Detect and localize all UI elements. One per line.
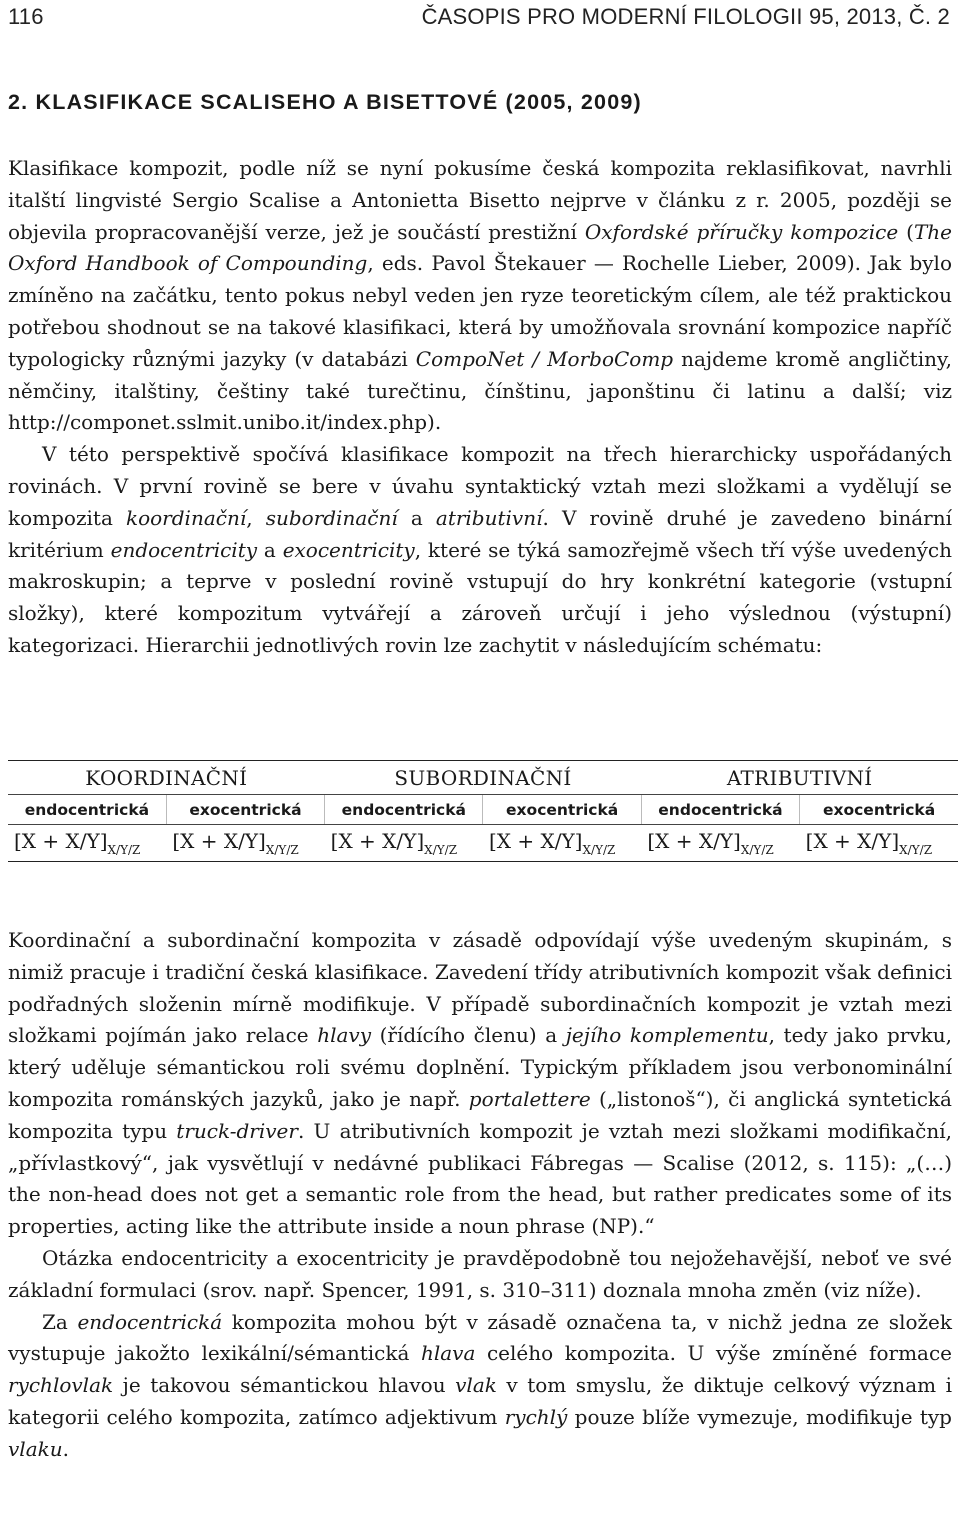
- italic-run: vlak: [455, 1373, 497, 1398]
- italic-run: rychlovlak: [8, 1373, 114, 1398]
- formula-base: [X + X/Y]: [805, 829, 900, 853]
- scheme-category-cell: SUBORDINAČNÍ: [325, 761, 642, 795]
- section-heading: 2. KLASIFIKACE SCALISEHO A BISETTOVÉ (2005, 2009): [8, 90, 642, 114]
- scheme-type-cell: exocentrická: [800, 795, 958, 825]
- scheme-type-row: [8, 795, 958, 825]
- italic-run: hlavy: [317, 1023, 372, 1048]
- formula-base: [X + X/Y]: [330, 829, 425, 853]
- body-block-1: [8, 153, 952, 662]
- formula-base: [X + X/Y]: [14, 829, 108, 853]
- italic-run: koordinační: [125, 505, 247, 530]
- scheme-type-cell: exocentrická: [166, 795, 324, 825]
- paragraph: Za endocentrická kompozita mohou být v zásadě označena ta, v nichž jedna ze složek vystupuje jakožto lexikální/sémantická hlava celého kompozita. U výše zmíněné formace rychlovlak je takovou sémantickou hlavou vlak v tom smyslu, že diktuje celkový význam i kategorii celého kompozita, zatímco adjektivum rychlý pouze blíže vymezuje, modifikuje typ vlaku.: [8, 1309, 953, 1461]
- body-block-2: [8, 925, 952, 1466]
- formula-base: [X + X/Y]: [172, 829, 266, 853]
- formula-base: [X + X/Y]: [488, 829, 583, 853]
- italic-run: endocentricity: [110, 537, 258, 562]
- scheme-category-cell: ATRIBUTIVNÍ: [641, 761, 958, 795]
- formula-subscript: X/Y/Z: [265, 843, 299, 857]
- scheme-type-cell: endocentrická: [325, 795, 483, 825]
- paragraph: Klasifikace kompozit, podle níž se nyní pokusíme česká kompozita reklasifikovat, navrhli italští lingvisté Sergio Scalise a Antonietta Bisetto nejprve v článku z r. 2005, později se objevila propracovanější verze, jež je součástí prestižní Oxfordské příručky kompozice (The Oxford Handbook of Compounding, eds. Pavol Štekauer — Rochelle Lieber, 2009). Jak bylo zmíněno na začátku, tento pokus nebyl veden jen ryze teoretickým cílem, ale též praktickou potřebou shodnout se na takové klasifikaci, která by umožňovala srovnání kompozice napříč typologicky různými jazyky (v databázi CompoNet / MorboComp najdeme kromě angličtiny, němčiny, italštiny, češtiny také turečtinu, čínštinu, japonštinu či latinu a další; viz http://componet.sslmit.unibo.it/index.php).: [8, 156, 952, 435]
- classification-scheme-table: [8, 760, 958, 862]
- scheme-formula-cell: [166, 825, 324, 862]
- paragraph: Koordinační a subordinační kompozita v zásadě odpovídají výše uvedeným skupinám, s nimiž pracuje i tradiční česká klasifikace. Zavedení třídy atributivních kompozit však definici podřadných složenin mírně modifikuje. V případě subordinačních kompozit je vztah mezi složkami pojímán jako relace hlavy (řídícího členu) a jejího komplementu, tedy jako prvku, který uděluje sémantickou roli svému doplnění. Typickým příkladem jsou verbonominální kompozita románských jazyků, jako je např. portalettere („listonoš“), či anglická syntetická kompozita typu truck-driver. U atributivních kompozit je vztah mezi složkami modifikační, „přívlastkový“, jak vysvětlují v nedávné publikaci Fábregas — Scalise (2012, s. 115): „(…) the non-head does not get a semantic role from the head, but rather predicates some of its properties, acting like the attribute inside a noun phrase (NP).“: [8, 928, 952, 1239]
- running-title: ČASOPIS PRO MODERNÍ FILOLOGII 95, 2013, Č. 2: [421, 4, 950, 29]
- italic-run: vlaku: [8, 1436, 63, 1461]
- scheme-category-cell: KOORDINAČNÍ: [8, 761, 325, 795]
- formula-subscript: X/Y/Z: [107, 843, 141, 857]
- formula-subscript: X/Y/Z: [582, 843, 616, 857]
- paragraph: Otázka endocentricity a exocentricity je pravděpodobně tou nejožehavější, neboť ve své základní formulaci (srov. např. Spencer, 1991, s. 310–311) doznala mnoha změn (viz níže).: [8, 1245, 952, 1302]
- page-header: [8, 2, 952, 38]
- scheme-formula-cell: [325, 825, 483, 862]
- formula-subscript: X/Y/Z: [899, 843, 933, 857]
- italic-run: rychlý: [504, 1404, 568, 1429]
- italic-run: The Oxford Handbook of Compounding: [8, 219, 952, 276]
- scheme-formula-cell: [483, 825, 641, 862]
- italic-run: exocentricity: [282, 537, 415, 562]
- scheme-type-cell: endocentrická: [8, 795, 166, 825]
- scheme-formula-cell: [641, 825, 799, 862]
- formula-base: [X + X/Y]: [647, 829, 741, 853]
- italic-run: Oxfordské příručky kompozice: [584, 219, 899, 244]
- page-number: 116: [8, 4, 44, 29]
- italic-run: portalettere: [468, 1086, 591, 1111]
- italic-run: CompoNet / MorboComp: [415, 346, 674, 371]
- paragraph: V této perspektivě spočívá klasifikace kompozit na třech hierarchicky uspořádaných rovinách. V první rovině se bere v úvahu syntaktický vztah mezi složkami a vydělují se kompozita koordinační, subordinační a atributivní. V rovině druhé je zavedeno binární kritérium endocentricity a exocentricity, které se týká samozřejmě všech tří výše uvedených makroskupin; a teprve v poslední rovině vstupují do hry konkrétní kategorie (vstupní složky), které kompozitum vytvářejí a zároveň určují i jeho výslednou (výstupní) kategorizaci. Hierarchii jednotlivých rovin lze zachytit v následujícím schématu:: [8, 442, 953, 657]
- italic-run: truck-driver: [176, 1118, 298, 1143]
- italic-run: subordinační: [265, 505, 398, 530]
- scheme-formula-row: [8, 825, 958, 862]
- scheme-formula-cell: [800, 825, 958, 862]
- italic-run: jejího komplementu: [565, 1023, 769, 1048]
- italic-run: atributivní: [435, 505, 543, 530]
- scheme-type-cell: endocentrická: [641, 795, 799, 825]
- italic-run: endocentrická: [77, 1309, 223, 1334]
- italic-run: hlava: [420, 1341, 476, 1366]
- formula-subscript: X/Y/Z: [740, 843, 774, 857]
- formula-subscript: X/Y/Z: [424, 843, 458, 857]
- scheme-category-row: [8, 761, 958, 795]
- scheme-type-cell: exocentrická: [483, 795, 641, 825]
- scheme-formula-cell: [8, 825, 166, 862]
